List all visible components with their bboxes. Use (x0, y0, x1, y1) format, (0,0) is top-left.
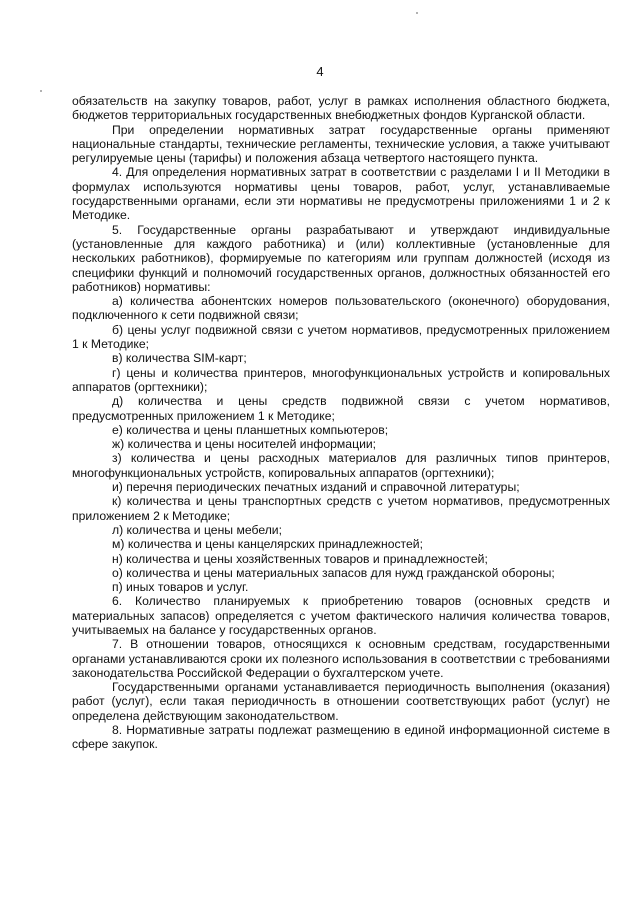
paragraph: ж) количества и цены носителей информации; (112, 437, 377, 452)
paragraph: г) цены и количества принтеров, многофункциональных устройств и копировальных аппаратов (оргтехники); (72, 365, 610, 394)
paragraph: обязательств на закупку товаров, работ, услуг в рамках исполнения областного бюджета, бюджетов территориальных государственных внебюджетных фондов Курганской области. (72, 94, 610, 123)
scan-speck (40, 90, 42, 92)
paragraph: о) количества и цены материальных запасов для нужд гражданской обороны; (112, 565, 555, 580)
paragraph: б) цены услуг подвижной связи с учетом нормативов, предусмотренных приложением 1 к Методике; (72, 322, 610, 352)
paragraph: е) количества и цены планшетных компьютеров; (112, 422, 389, 437)
paragraph: Государственными органами устанавливается периодичность выполнения (оказания) работ (услуг), если такая периодичность в отношении соответствующих работ (услуг) не определена действующим законодательством. (72, 680, 610, 723)
paragraph: в) количества SIM-карт; (112, 351, 247, 366)
paragraph: м) количества и цены канцелярских принадлежностей; (112, 537, 423, 552)
paragraph: 5. Государственные органы разрабатывают и утверждают индивидуальные (установленные для каждого работника) и (или) коллективные (установленные для нескольких работников), формируемые по категориям или группам должностей (исходя из специфики функций и полномочий государственных органов, должностных обязанностей его работников) нормативы: (72, 222, 610, 294)
paragraph: з) количества и цены расходных материалов для различных типов принтеров, многофункциональных устройств, копировальных аппаратов (оргтехники); (72, 451, 610, 480)
document-body (72, 94, 610, 752)
paragraph: л) количества и цены мебели; (112, 522, 282, 537)
paragraph: д) количества и цены средств подвижной связи с учетом нормативов, предусмотренных приложением 1 к Методике; (72, 394, 610, 423)
paragraph: и) перечня периодических печатных изданий и справочной литературы; (112, 480, 520, 495)
paragraph: При определении нормативных затрат государственные органы применяют национальные стандарты, технические регламенты, технические условия, а также учитывают регулируемые цены (тарифы) и положения абзаца четвертого настоящего пункта. (72, 122, 610, 166)
paragraph: 6. Количество планируемых к приобретению товаров (основных средств и материальных запасов) определяется с учетом фактического наличия количества товаров, учитываемых на балансе у государственных органов. (72, 594, 610, 637)
scan-speck (416, 12, 418, 14)
paragraph: 4. Для определения нормативных затрат в соответствии с разделами I и II Методики в формулах используются нормативы цены товаров, работ, услуг, устанавливаемые государственными органами, если эти нормативы не предусмотрены приложениями 1 и 2 к Методике. (72, 165, 610, 223)
paragraph: п) иных товаров и услуг. (112, 580, 249, 595)
paragraph: н) количества и цены хозяйственных товаров и принадлежностей; (112, 551, 488, 566)
paragraph: 8. Нормативные затраты подлежат размещению в единой информационной системе в сфере закупок. (72, 723, 610, 752)
paragraph: а) количества абонентских номеров пользовательского (оконечного) оборудования, подключенного к сети подвижной связи; (72, 294, 610, 323)
paragraph: 7. В отношении товаров, относящихся к основным средствам, государственными органами устанавливаются сроки их полезного использования в соответствии с требованиями законодательства Российской Федерации о бухгалтерском учете. (72, 637, 610, 680)
paragraph: к) количества и цены транспортных средств с учетом нормативов, предусмотренных приложением 2 к Методике; (72, 494, 610, 523)
page-number: 4 (316, 64, 324, 79)
